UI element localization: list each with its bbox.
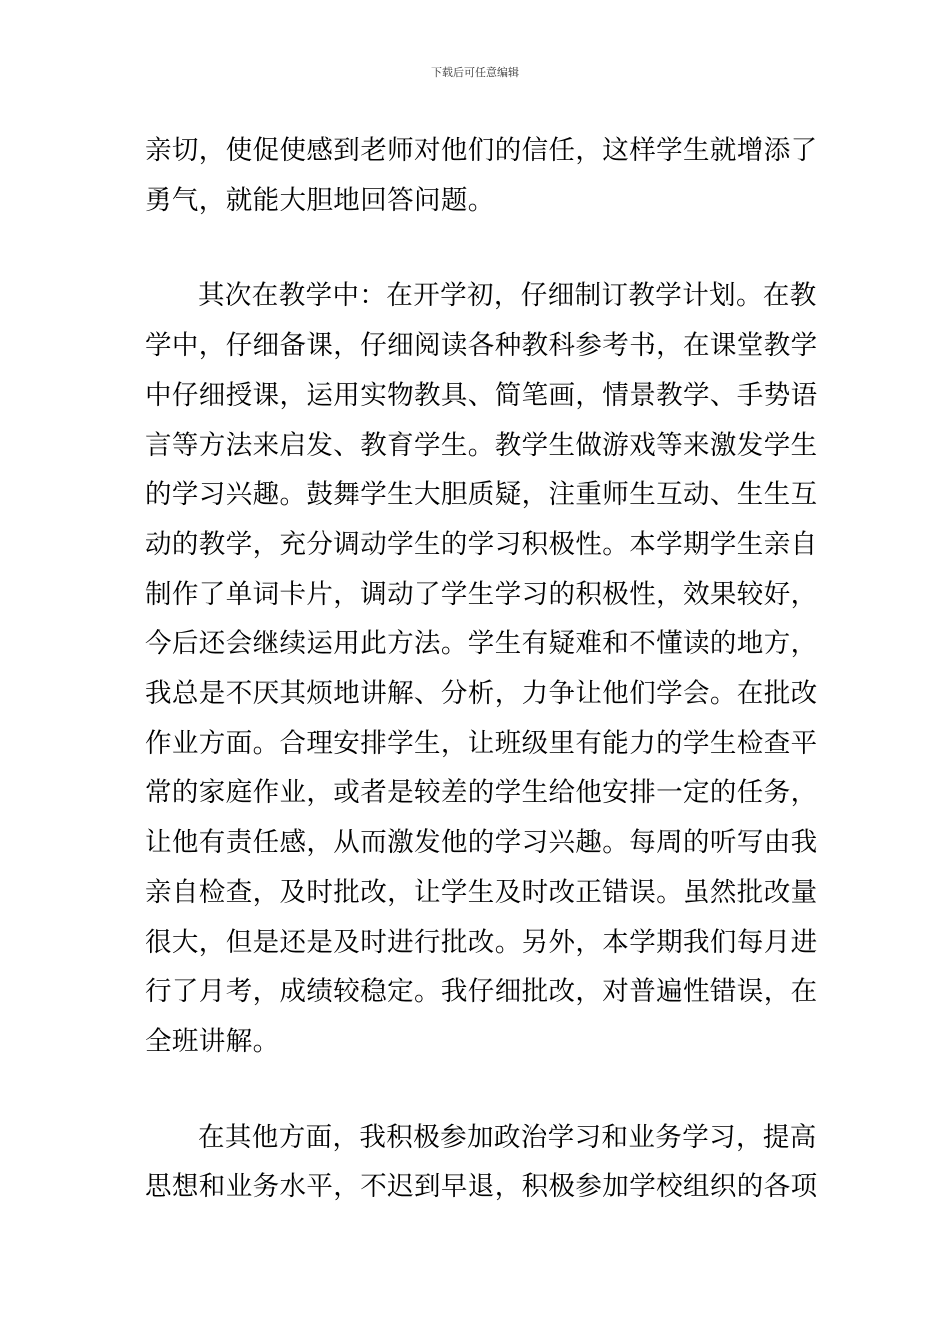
text-line: 让他有责任感，从而激发他的学习兴趣。每周的听写由我 xyxy=(145,827,818,859)
document-body xyxy=(145,126,818,1212)
text-line: 亲自检查，及时批改，让学生及时改正错误。虽然批改量 xyxy=(145,876,818,908)
text-line: 其次在教学中：在开学初，仔细制订教学计划。在教 xyxy=(198,280,817,312)
paragraph-2 xyxy=(145,271,818,1066)
page-header: 下载后可任意编辑 xyxy=(431,66,519,79)
text-line: 常的家庭作业，或者是较差的学生给他安排一定的任务， xyxy=(145,777,818,809)
text-line: 行了月考，成绩较稳定。我仔细批改，对普遍性错误，在 xyxy=(145,976,818,1008)
paragraph-3 xyxy=(145,1113,818,1212)
text-line: 今后还会继续运用此方法。学生有疑难和不懂读的地方， xyxy=(145,628,818,660)
text-line: 动的教学，充分调动学生的学习积极性。本学期学生亲自 xyxy=(145,528,818,560)
text-line: 在其他方面，我积极参加政治学习和业务学习，提高 xyxy=(198,1121,817,1153)
text-line: 亲切，使促使感到老师对他们的信任，这样学生就增添了 xyxy=(145,135,818,166)
text-line: 很大，但是还是及时进行批改。另外，本学期我们每月进 xyxy=(145,926,818,958)
text-line: 的学习兴趣。鼓舞学生大胆质疑，注重师生互动、生生互 xyxy=(145,479,818,511)
text-line: 制作了单词卡片，调动了学生学习的积极性，效果较好， xyxy=(145,578,818,610)
text-line: 全班讲解。 xyxy=(145,1025,280,1057)
text-line: 言等方法来启发、教育学生。教学生做游戏等来激发学生 xyxy=(145,429,818,461)
text-line: 作业方面。合理安排学生，让班级里有能力的学生检查平 xyxy=(145,727,818,759)
paragraph-1 xyxy=(145,126,818,225)
text-line: 思想和业务水平，不迟到早退，积极参加学校组织的各项 xyxy=(145,1171,818,1203)
text-line: 学中，仔细备课，仔细阅读各种教科参考书，在课堂教学 xyxy=(145,330,818,362)
text-line: 我总是不厌其烦地讲解、分析，力争让他们学会。在批改 xyxy=(145,678,818,710)
text-line: 勇气，就能大胆地回答问题。 xyxy=(145,184,495,216)
text-line: 中仔细授课，运用实物教具、简笔画，情景教学、手势语 xyxy=(145,379,818,411)
